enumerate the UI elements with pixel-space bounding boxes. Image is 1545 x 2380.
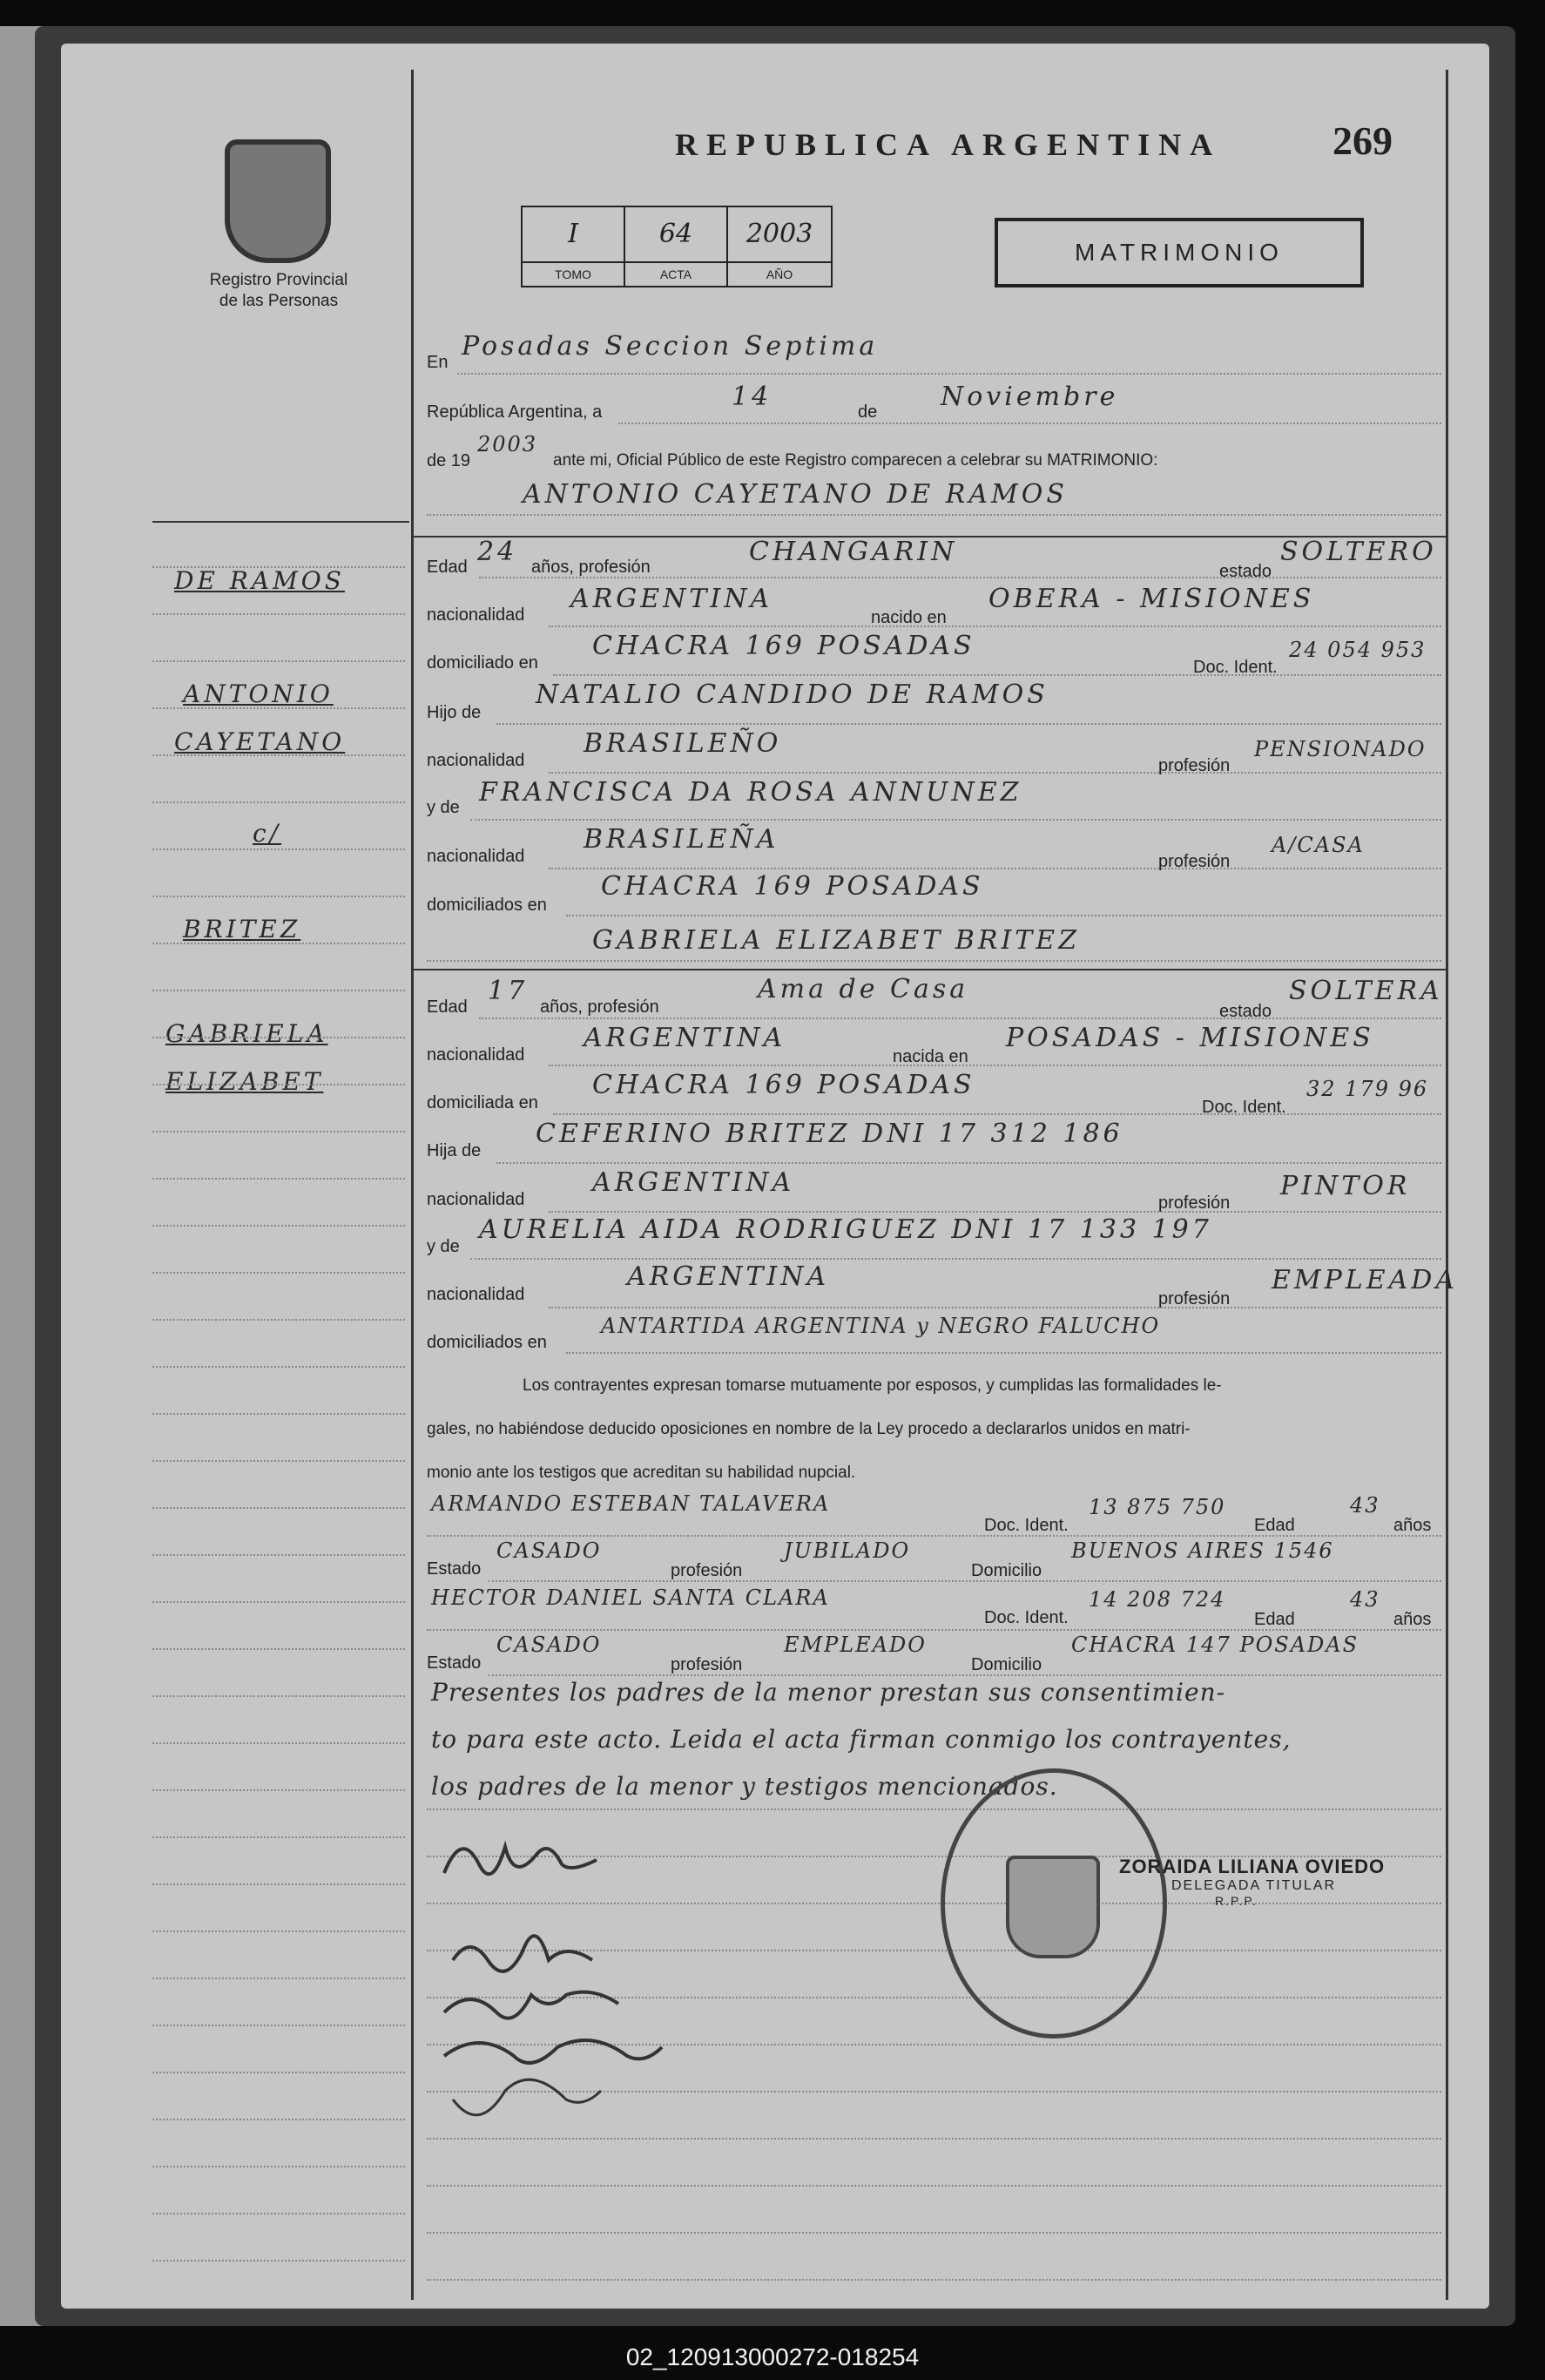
groom-mother-profession: A/CASA	[1272, 833, 1365, 857]
marriage-record-page	[61, 44, 1489, 2309]
margin-rule-line	[152, 1648, 405, 1650]
witness-1-domicilio-label: Domicilio	[971, 1561, 1042, 1580]
groom-mother-nationality-rule	[549, 868, 1441, 869]
groom-father-rule	[496, 723, 1441, 725]
witness-1-doc-label: Doc. Ident.	[984, 1516, 1069, 1535]
bride-estado-label: estado	[1219, 1002, 1272, 1021]
date-rule	[618, 423, 1441, 424]
registry-line-1: Registro Provincial	[209, 271, 348, 289]
groom-address-rule	[553, 674, 1441, 676]
margin-rule-line	[152, 801, 405, 803]
margin-rule-line	[152, 2119, 405, 2120]
record-day: 14	[732, 382, 772, 412]
witness-1-profession-label: profesión	[671, 1561, 743, 1580]
margin-rule-line	[152, 1789, 405, 1791]
bride-father-rule	[496, 1162, 1441, 1164]
groom-birthplace-label: nacido en	[871, 608, 947, 627]
groom-address-label: domiciliado en	[427, 653, 538, 673]
witness-2-anos-label: años	[1393, 1610, 1432, 1629]
bride-mother-nationality-label: nacionalidad	[427, 1285, 525, 1304]
margin-rule-line	[152, 707, 405, 709]
groom-edad-label: Edad	[427, 558, 468, 577]
registry-name	[174, 270, 383, 312]
bride-doc: 32 179 96	[1306, 1077, 1429, 1101]
groom-nationality-rule	[549, 625, 1441, 627]
witness-1-edad-label: Edad	[1254, 1516, 1295, 1535]
margin-rule-line	[152, 1413, 405, 1415]
margin-rule-line	[152, 1084, 405, 1085]
margin-top-rule	[152, 521, 409, 523]
tomo-cell	[523, 207, 625, 286]
witness-1-detail-rule	[488, 1580, 1441, 1582]
witness-1-rule	[427, 1535, 1441, 1537]
note-line-1: Presentes los padres de la menor prestan sus consentimien-	[431, 1678, 1226, 1707]
place-rule	[457, 373, 1441, 375]
margin-rule-line	[152, 1319, 405, 1321]
margin-rule-line	[152, 754, 405, 756]
bride-parents-address: ANTARTIDA ARGENTINA y NEGRO FALUCHO	[601, 1314, 1161, 1338]
margin-rule-line	[152, 1178, 405, 1180]
country-title: REPUBLICA ARGENTINA	[675, 127, 1222, 162]
record-year: 2003	[477, 432, 538, 456]
bride-age-rule	[479, 1018, 1441, 1019]
margin-rule-line	[152, 1742, 405, 1744]
bride-father-nationality: ARGENTINA	[592, 1167, 795, 1198]
groom-profession: CHANGARIN	[749, 537, 958, 567]
tomo-value: I	[523, 207, 624, 263]
record-month: Noviembre	[941, 382, 1119, 412]
bride-parents-address-rule	[566, 1352, 1441, 1354]
bride-parents-address-label: domiciliados en	[427, 1333, 547, 1352]
margin-bride-first-name: GABRIELA	[165, 1019, 328, 1048]
file-identifier: 02_120913000272-018254	[625, 2343, 920, 2370]
groom-birthplace: OBERA - MISIONES	[988, 584, 1315, 614]
bride-name: GABRIELA ELIZABET BRITEZ	[592, 925, 1081, 956]
witness-2-profession-label: profesión	[671, 1655, 743, 1674]
acta-value: 64	[625, 207, 726, 263]
margin-rule-line	[152, 1460, 405, 1462]
bride-father-profession-label: profesión	[1158, 1193, 1231, 1213]
groom-estado: SOLTERO	[1280, 537, 1437, 567]
witness-2-estado: CASADO	[496, 1633, 602, 1657]
witness-1-name: ARMANDO ESTEBAN TALAVERA	[431, 1491, 831, 1516]
bride-mother-nationality-rule	[549, 1307, 1441, 1308]
tomo-label: TOMO	[555, 267, 591, 281]
groom-name: ANTONIO CAYETANO DE RAMOS	[523, 479, 1068, 510]
margin-divider	[411, 70, 414, 2300]
groom-estado-label: estado	[1219, 562, 1272, 581]
groom-mother-nationality: BRASILEÑA	[584, 824, 779, 855]
witness-1-address: BUENOS AIRES 1546	[1071, 1538, 1334, 1563]
bride-nationality-rule	[549, 1065, 1441, 1066]
groom-parents-address: CHACRA 169 POSADAS	[601, 871, 984, 902]
groom-mother: FRANCISCA DA ROSA ANNUNEZ	[479, 777, 1022, 808]
margin-rule-line	[152, 2166, 405, 2167]
witness-2-domicilio-label: Domicilio	[971, 1655, 1042, 1674]
margin-second-name: CAYETANO	[174, 727, 346, 756]
bride-name-rule	[427, 960, 1441, 962]
margin-first-name: ANTONIO	[183, 680, 334, 708]
groom-profession-label: años, profesión	[531, 558, 651, 577]
groom-address: CHACRA 169 POSADAS	[592, 631, 975, 661]
groom-nationality: ARGENTINA	[570, 584, 773, 614]
groom-mother-nationality-label: nacionalidad	[427, 847, 525, 866]
groom-name-rule	[427, 514, 1441, 516]
bride-edad-label: Edad	[427, 997, 468, 1017]
margin-rule-line	[152, 2072, 405, 2073]
bride-mother-profession-label: profesión	[1158, 1289, 1231, 1308]
official-title: DELEGADA TITULAR	[1171, 1878, 1337, 1893]
margin-rule-line	[152, 943, 405, 944]
groom-father-nationality: BRASILEÑO	[584, 728, 782, 759]
official-signature-block	[1119, 1856, 1385, 1908]
margin-surname: DE RAMOS	[174, 566, 345, 595]
margin-rule-line	[152, 1883, 405, 1885]
margin-rule-line	[152, 660, 405, 662]
bride-nationality-label: nacionalidad	[427, 1045, 525, 1065]
right-border	[1446, 70, 1448, 2300]
margin-rule-line	[152, 1272, 405, 1274]
bride-mother-profession: EMPLEADA	[1272, 1265, 1459, 1295]
ano-value: 2003	[728, 207, 831, 263]
margin-rule-line	[152, 990, 405, 991]
registry-place: Posadas Seccion Septima	[462, 331, 879, 362]
ano-label: AÑO	[766, 267, 793, 281]
de-label: de	[858, 402, 878, 422]
document-type-box: MATRIMONIO	[995, 218, 1364, 287]
groom-doc: 24 054 953	[1289, 638, 1427, 662]
margin-rule-line	[152, 1037, 405, 1038]
province-seal	[225, 139, 331, 263]
declaration-line-2: gales, no habiéndose deducido oposiciones en nombre de la Ley procedo a declararlos unidos en matri-	[427, 1420, 1191, 1438]
bride-address-rule	[553, 1113, 1441, 1115]
bride-estado: SOLTERA	[1289, 976, 1443, 1006]
bride-profession-label: años, profesión	[540, 997, 659, 1017]
republica-label: República Argentina, a	[427, 402, 603, 422]
groom-father-profession: PENSIONADO	[1254, 737, 1427, 761]
margin-rule-line	[152, 1131, 405, 1133]
official-name: ZORAIDA LILIANA OVIEDO	[1119, 1856, 1386, 1877]
signatures	[427, 1821, 705, 2309]
bride-father-label: Hija de	[427, 1141, 482, 1160]
bride-doc-label: Doc. Ident.	[1202, 1098, 1286, 1117]
intro-text: ante mi, Oficial Público de este Registro comparecen a celebrar su MATRIMONIO:	[553, 451, 1158, 470]
witness-2-age: 43	[1350, 1587, 1380, 1612]
margin-rule-line	[152, 1930, 405, 1932]
year-prefix: de 19	[427, 451, 471, 470]
groom-father-nationality-label: nacionalidad	[427, 751, 525, 770]
witness-1-age: 43	[1350, 1493, 1380, 1518]
acta-cell	[625, 207, 728, 286]
groom-parents-address-rule	[566, 915, 1441, 916]
registry-line-2: de las Personas	[219, 292, 339, 310]
lower-rule-line	[427, 1809, 1441, 1810]
bride-mother-label: y de	[427, 1237, 460, 1256]
groom-age-rule	[479, 577, 1441, 578]
bride-birthplace: POSADAS - MISIONES	[1006, 1023, 1374, 1053]
margin-rule-line	[152, 2025, 405, 2026]
bride-address-label: domiciliada en	[427, 1093, 538, 1112]
ano-cell	[728, 207, 831, 286]
groom-father: NATALIO CANDIDO DE RAMOS	[536, 680, 1049, 710]
groom-parents-address-label: domiciliados en	[427, 896, 547, 915]
witness-1-doc: 13 875 750	[1089, 1495, 1226, 1519]
margin-rule-line	[152, 849, 405, 850]
margin-rule-line	[152, 2213, 405, 2214]
groom-mother-profession-label: profesión	[1158, 852, 1231, 871]
margin-rule-line	[152, 2260, 405, 2262]
note-line-2: to para este acto. Leida el acta firman conmigo los contrayentes,	[431, 1725, 1292, 1754]
bride-father-nationality-label: nacionalidad	[427, 1190, 525, 1209]
margin-bride-surname: BRITEZ	[183, 915, 301, 943]
witness-2-address: CHACRA 147 POSADAS	[1071, 1633, 1359, 1657]
bride-father: CEFERINO BRITEZ DNI 17 312 186	[536, 1119, 1123, 1149]
margin-rule-line	[152, 1836, 405, 1838]
groom-nationality-label: nacionalidad	[427, 605, 525, 625]
page-number: 269	[1332, 118, 1393, 163]
en-label: En	[427, 353, 449, 372]
acta-label: ACTA	[659, 267, 692, 281]
groom-doc-label: Doc. Ident.	[1193, 658, 1278, 677]
groom-father-label: Hijo de	[427, 703, 482, 722]
bride-mother-rule	[470, 1258, 1441, 1260]
bride-profession: Ama de Casa	[758, 974, 969, 1004]
official-unit: R.P.P.	[1215, 1894, 1258, 1908]
witness-2-doc: 14 208 724	[1089, 1587, 1226, 1612]
groom-age: 24	[477, 537, 518, 567]
margin-rule-line	[152, 1695, 405, 1697]
margin-rule-line	[152, 1601, 405, 1603]
bride-address: CHACRA 169 POSADAS	[592, 1070, 975, 1100]
witness-2-rule	[427, 1629, 1441, 1631]
witness-2-detail-rule	[488, 1674, 1441, 1676]
witness-2-edad-label: Edad	[1254, 1610, 1295, 1629]
groom-mother-rule	[470, 819, 1441, 821]
witness-1-estado: CASADO	[496, 1538, 602, 1563]
note-line-3: los padres de la menor y testigos mencionados.	[431, 1772, 1058, 1801]
record-number-table	[521, 206, 833, 287]
witness-2-estado-label: Estado	[427, 1653, 482, 1673]
bride-father-profession: PINTOR	[1280, 1171, 1411, 1201]
bride-birthplace-label: nacida en	[893, 1047, 968, 1066]
witness-1-anos-label: años	[1393, 1516, 1432, 1535]
groom-father-nationality-rule	[549, 772, 1441, 774]
witness-1-profession: JUBILADO	[784, 1538, 911, 1563]
margin-rule-line	[152, 1554, 405, 1556]
groom-father-profession-label: profesión	[1158, 756, 1231, 775]
bride-nationality: ARGENTINA	[584, 1023, 786, 1053]
margin-rule-line	[152, 1366, 405, 1368]
margin-connector: c/	[253, 819, 282, 848]
margin-rule-line	[152, 566, 405, 568]
bride-mother: AURELIA AIDA RODRIGUEZ DNI 17 133 197	[479, 1214, 1212, 1245]
witness-2-doc-label: Doc. Ident.	[984, 1608, 1069, 1627]
bride-mother-nationality: ARGENTINA	[627, 1261, 830, 1292]
witness-2-profession: EMPLEADO	[784, 1633, 927, 1657]
witness-1-estado-label: Estado	[427, 1559, 482, 1579]
stamp-emblem	[1006, 1856, 1100, 1958]
margin-rule-line	[152, 1978, 405, 1979]
declaration-line-3: monio ante los testigos que acreditan su habilidad nupcial.	[427, 1464, 856, 1482]
groom-mother-label: y de	[427, 798, 460, 817]
bride-section-rule	[414, 969, 1446, 970]
margin-rule-line	[152, 613, 405, 615]
margin-rule-line	[152, 1507, 405, 1509]
margin-bride-second-name: ELIZABET	[165, 1067, 324, 1096]
witness-2-name: HECTOR DANIEL SANTA CLARA	[431, 1586, 830, 1610]
bride-father-nationality-rule	[549, 1211, 1441, 1213]
margin-rule-line	[152, 896, 405, 897]
bride-age: 17	[488, 976, 529, 1006]
declaration-line-1: Los contrayentes expresan tomarse mutuamente por esposos, y cumplidas las formalidades le-	[523, 1376, 1222, 1395]
margin-rule-line	[152, 1225, 405, 1227]
